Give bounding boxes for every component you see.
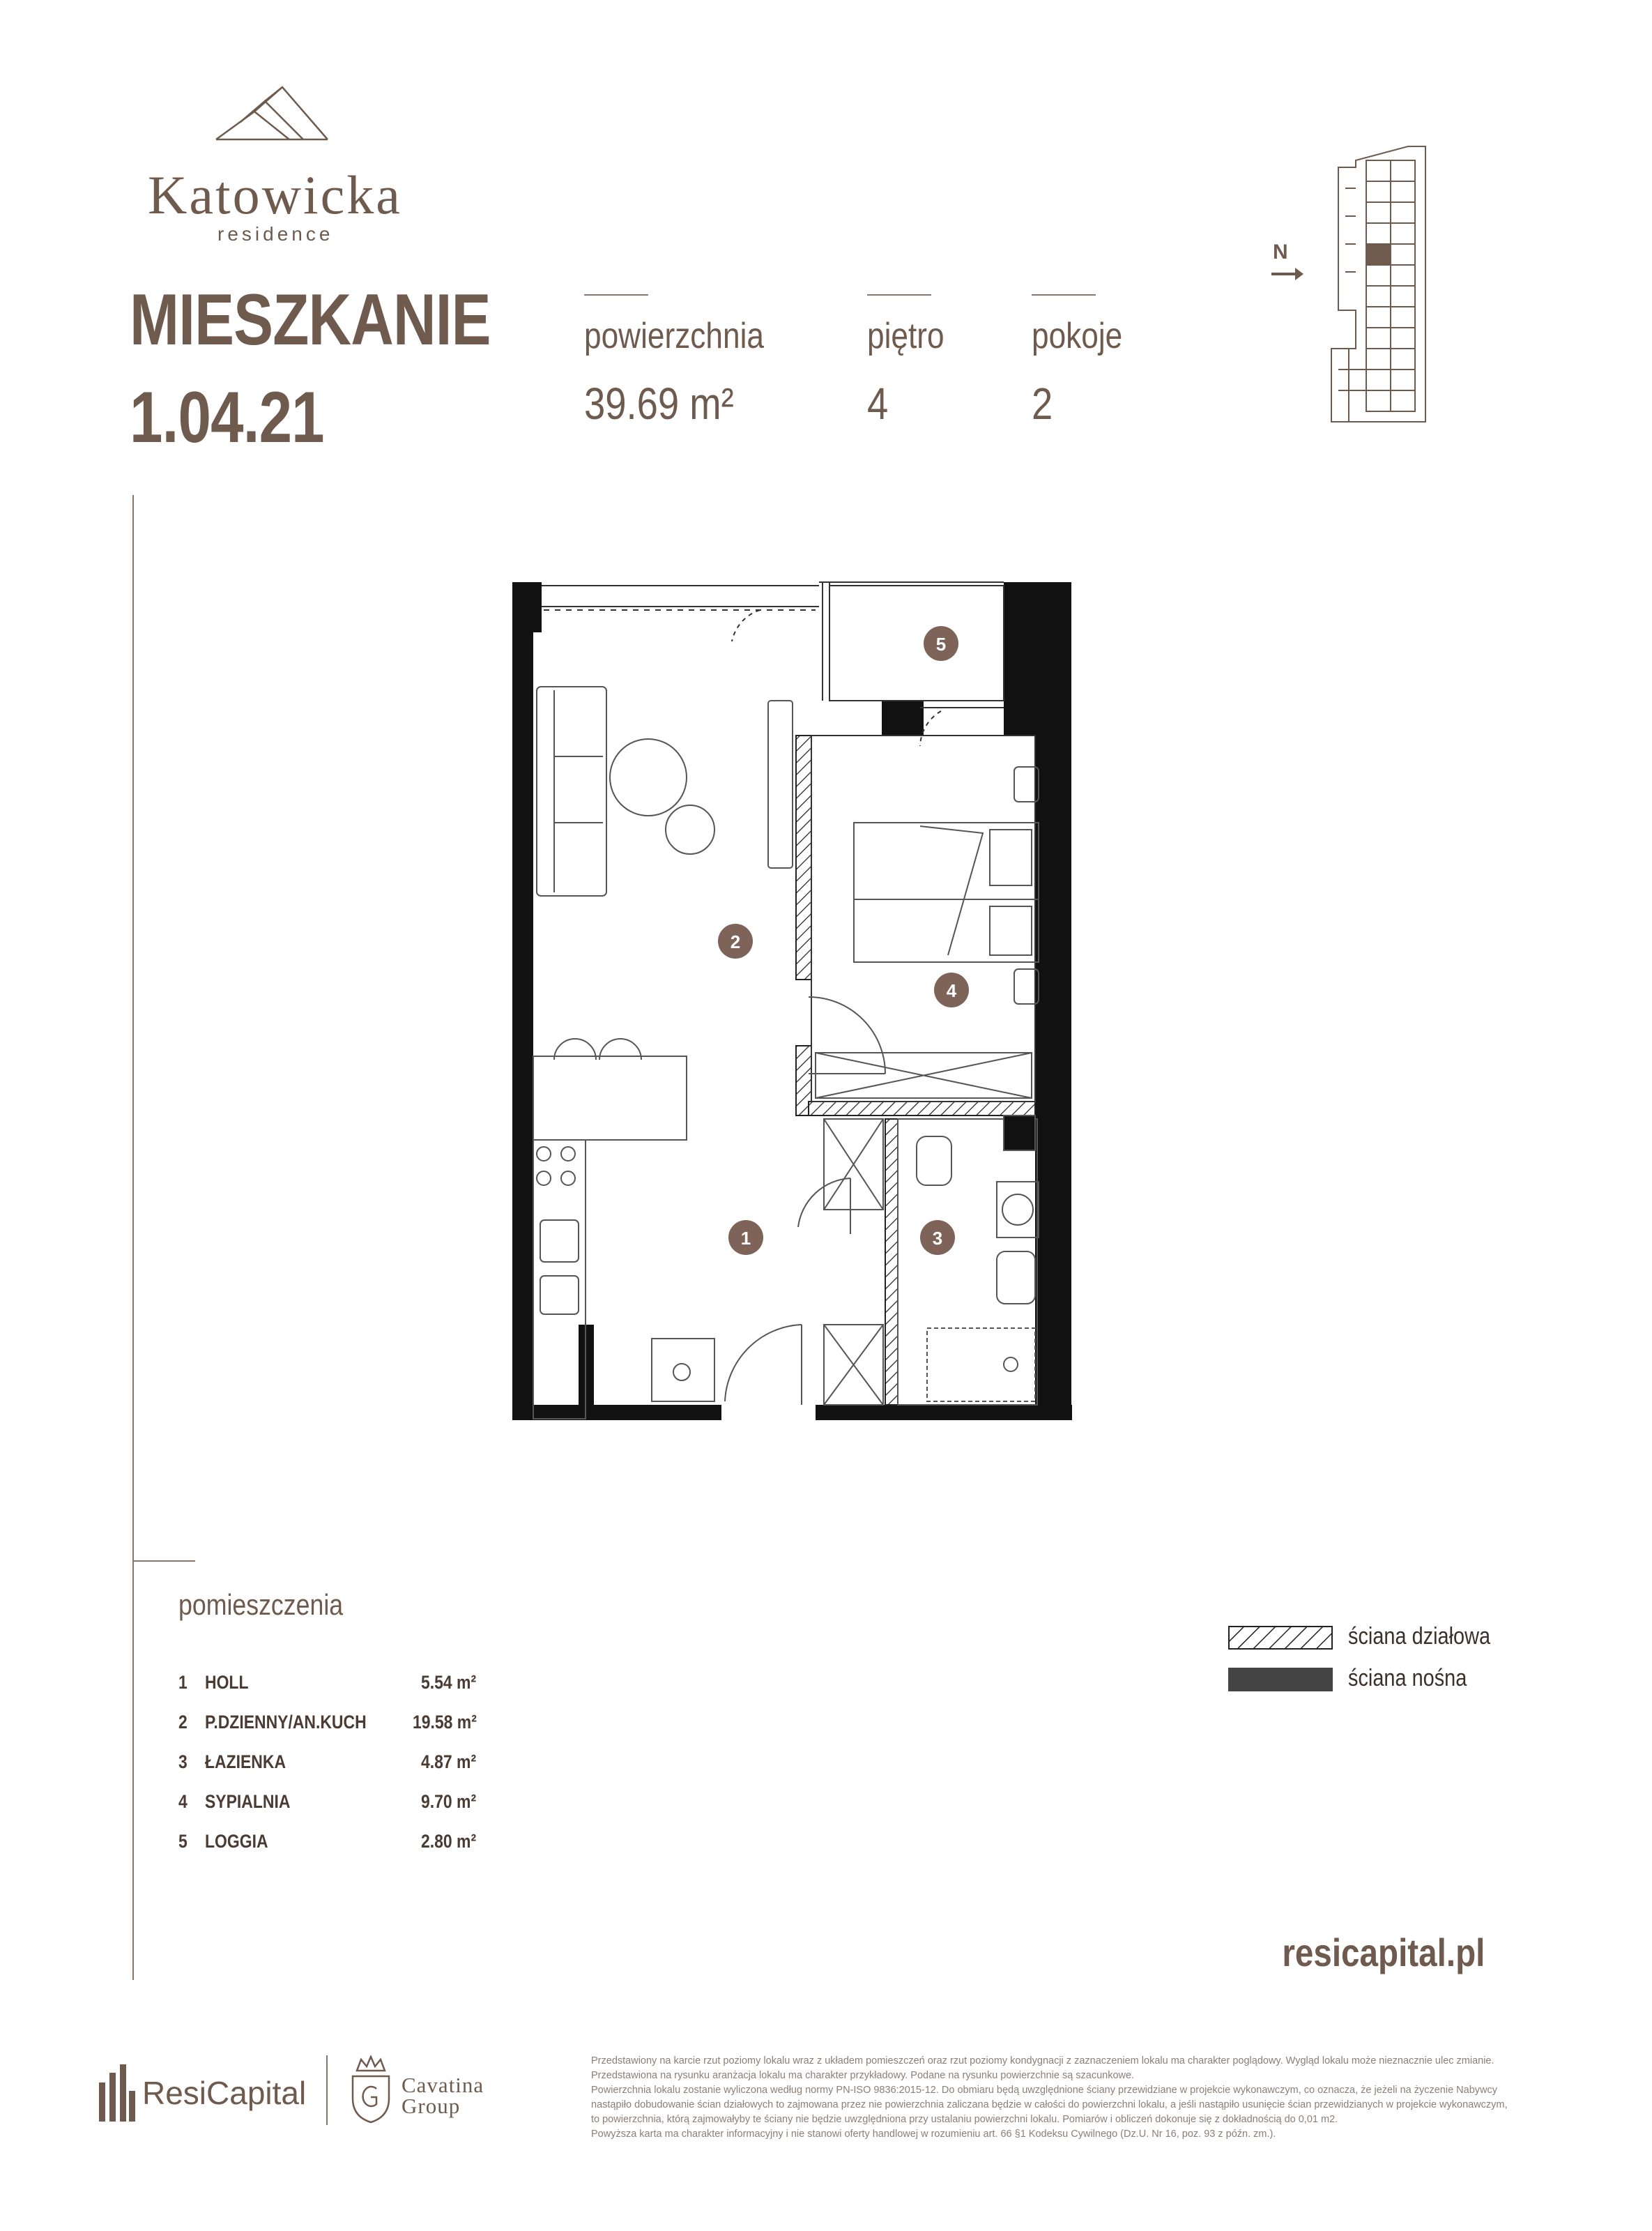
stat-value: 39.69 m²	[584, 379, 734, 429]
room-marker	[934, 973, 969, 1007]
stat-divider	[584, 294, 648, 296]
cavatina-name: Cavatina	[401, 2073, 484, 2097]
hatched-wall-swatch	[1228, 1626, 1333, 1650]
stat-label: pokoje	[1032, 316, 1123, 356]
cavatina-logo	[349, 2055, 516, 2132]
svg-text:3: 3	[932, 1228, 943, 1249]
svg-text:4: 4	[946, 980, 957, 1001]
room-no: 4	[178, 1791, 188, 1812]
room-name: HOLL	[205, 1672, 249, 1693]
resicapital-logo-text: ResiCapital	[142, 2075, 307, 2111]
disclaimer-line: Powierzchnia lokalu zostanie wyliczona według normy PN-ISO 9836:2015-12. Do obmiaru będą uwzględnione ściany przewidziane w projekcie wykonawczym, co oznacza, że jeżeli na życzenie Nabywcy nastąpiło dobudowanie ścian działowych to zajmowana przez nie powierzchnia zaliczana będzie w całości do powierzchni lokalu, a jeśli nastąpiło usunięcie ścian przewidzianych w projekcie wykonawczym, to powierzchnia, którą zajmowałyby te ściany nie będzie uwzględniona przy ustalaniu powierzchni lokalu. Pomiarów i obliczeń dokonuje się z dokładnością do 0,01 m2.	[591, 2085, 1508, 2125]
legend-label: ściana działowa	[1348, 1623, 1491, 1650]
room-no: 2	[178, 1712, 188, 1733]
brand-logo	[139, 77, 404, 251]
solid-wall-swatch	[1228, 1668, 1333, 1691]
resicapital-logo-icon	[98, 2063, 137, 2123]
north-indicator	[1270, 241, 1312, 289]
disclaimer-line: Powyższa karta ma charakter informacyjny i nie stanowi oferty handlowej w rozumieniu art. 66 §1 Kodeksu Cywilnego (Dz.U. Nr 16, poz. 93 z późn. zm.).	[591, 2129, 1276, 2140]
stat-divider	[867, 294, 931, 296]
apartment-number: 1.04.21	[130, 377, 324, 458]
stat-value: 4	[867, 379, 889, 429]
crown-shield-icon	[349, 2055, 393, 2125]
arrow-right-icon	[1270, 266, 1305, 282]
logo-divider	[326, 2055, 328, 2125]
room-area: 9.70 m²	[421, 1791, 477, 1812]
left-rule	[132, 495, 134, 1980]
room-marker	[728, 1220, 763, 1255]
stat-value: 2	[1032, 379, 1053, 429]
unit-highlight	[1366, 244, 1391, 265]
stat-rooms	[1032, 294, 1138, 429]
stat-floor	[867, 294, 958, 429]
room-area: 5.54 m²	[421, 1672, 477, 1693]
disclaimer	[591, 2054, 1511, 2142]
svg-text:5: 5	[935, 634, 947, 655]
svg-text:2: 2	[730, 931, 741, 952]
room-area: 19.58 m²	[413, 1712, 477, 1733]
stat-label: piętro	[867, 316, 944, 356]
apartment-heading: MIESZKANIE	[130, 280, 491, 360]
legend	[1228, 1623, 1521, 1707]
room-name: SYPIALNIA	[205, 1791, 291, 1812]
resicapital-logo	[98, 2060, 321, 2123]
disclaimer-line: Przedstawiona na rysunku aranżacja lokalu ma charakter przykładowy. Podane na rysunku powierzchnie są szacunkowe.	[591, 2070, 1135, 2081]
room-name: LOGGIA	[205, 1831, 268, 1852]
building-keyplan	[1324, 139, 1429, 425]
brand-subtitle: residence	[217, 223, 334, 245]
room-no: 5	[178, 1831, 188, 1852]
room-no: 3	[178, 1751, 188, 1772]
legend-label: ściana nośna	[1348, 1665, 1467, 1691]
room-no: 1	[178, 1672, 188, 1693]
room-marker	[920, 1220, 955, 1255]
room-area: 2.80 m²	[421, 1831, 477, 1852]
svg-text:1: 1	[740, 1228, 751, 1249]
room-area: 4.87 m²	[421, 1751, 477, 1772]
stat-label: powierzchnia	[584, 316, 764, 356]
stat-divider	[1032, 294, 1096, 296]
mountain-logo-icon	[213, 80, 331, 143]
brand-name: Katowicka	[148, 165, 402, 225]
stat-area	[584, 294, 796, 429]
cavatina-group: Group	[401, 2094, 461, 2118]
room-marker	[718, 924, 753, 959]
room-name: P.DZIENNY/AN.KUCH	[205, 1712, 367, 1733]
disclaimer-line: Przedstawiony na karcie rzut poziomy lokalu wraz z układem pomieszczeń oraz rzut poziomy kondygnacji z zaznaczeniem lokalu ma charakter poglądowy. Wygląd lokalu może nieznacznie ulec zmianie.	[591, 2055, 1494, 2066]
north-label: N	[1273, 241, 1288, 264]
rooms-rule	[132, 1560, 195, 1562]
floor-plan	[502, 572, 1080, 1429]
room-name: ŁAZIENKA	[205, 1751, 286, 1772]
website-link[interactable]: resicapital.pl	[1281, 1931, 1485, 1974]
room-marker	[924, 626, 958, 661]
rooms-heading: pomieszczenia	[178, 1588, 344, 1621]
